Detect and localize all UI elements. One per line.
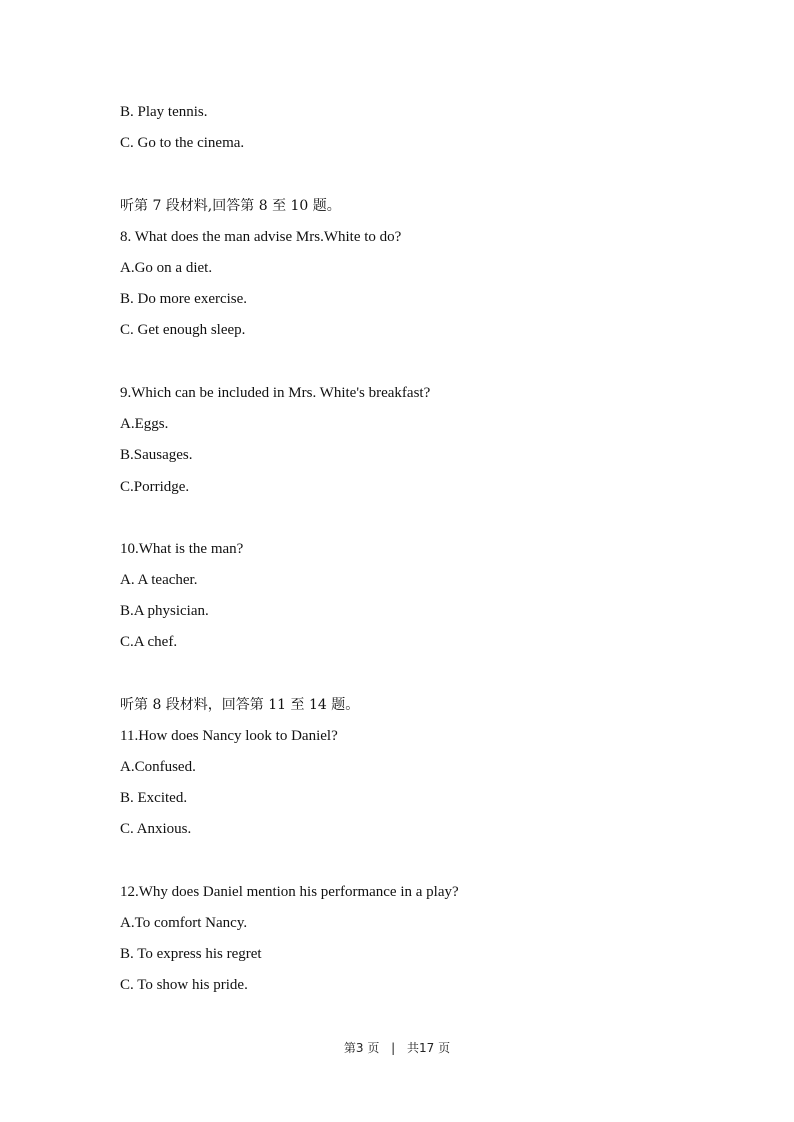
footer-separator: | (391, 1041, 396, 1055)
question-12: 12.Why does Daniel mention his performance in a play? (120, 884, 459, 900)
option-a-q11: A.Confused. (120, 759, 196, 775)
option-c-q9: C.Porridge. (120, 479, 190, 495)
page-number: 第3 页 (343, 1041, 380, 1055)
option-b-q10: B.A physician. (120, 603, 209, 619)
option-a-q12: A.To comfort Nancy. (120, 915, 248, 931)
option-b-q7: B. Play tennis. (120, 104, 208, 120)
section-instruction-8: 听第 8 段材料，回答第 11 至 14 题。 (120, 697, 360, 713)
page-total: 共17 页 (407, 1041, 451, 1055)
question-9: 9.Which can be included in Mrs. White's breakfast? (120, 385, 431, 401)
option-a-q8: A.Go on a diet. (120, 260, 213, 276)
option-c-q11: C. Anxious. (120, 821, 192, 837)
option-a-q10: A. A teacher. (120, 572, 198, 588)
option-c-q12: C. To show his pride. (120, 977, 248, 993)
option-c-q8: C. Get enough sleep. (120, 322, 246, 338)
option-b-q12: B. To express his regret (120, 946, 262, 962)
option-c-q10: C.A chef. (120, 634, 178, 650)
question-10: 10.What is the man? (120, 541, 244, 557)
option-a-q9: A.Eggs. (120, 416, 169, 432)
question-11: 11.How does Nancy look to Daniel? (120, 728, 338, 744)
question-8: 8. What does the man advise Mrs.White to do? (120, 229, 402, 245)
page-footer (0, 1039, 794, 1056)
option-b-q11: B. Excited. (120, 790, 188, 806)
option-c-q7: C. Go to the cinema. (120, 135, 245, 151)
section-instruction-7: 听第 7 段材料,回答第 8 至 10 题。 (120, 198, 341, 214)
option-b-q8: B. Do more exercise. (120, 291, 248, 307)
option-b-q9: B.Sausages. (120, 447, 193, 463)
